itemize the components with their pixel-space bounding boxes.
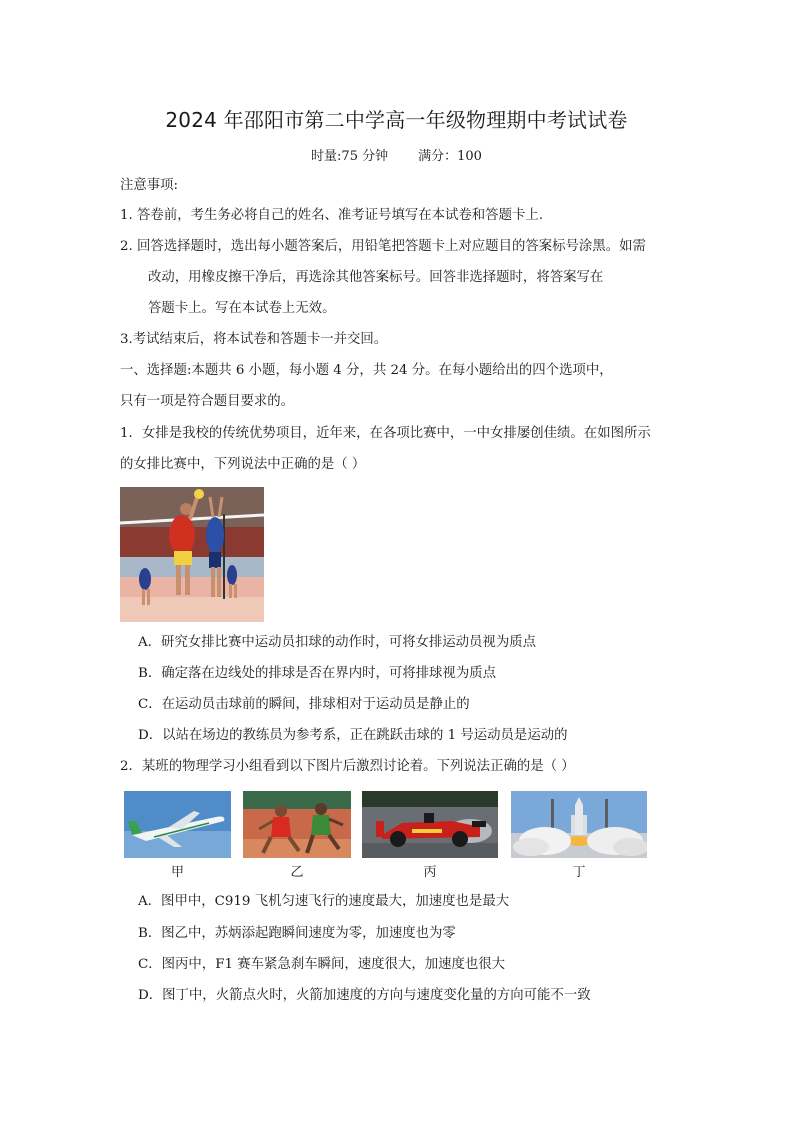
question-1-option-b: B．确定落在边线处的排球是否在界内时，可将排球视为质点	[138, 666, 496, 681]
notice-item-2-line-1: 2. 回答选择题时，选出每小题答案后，用铅笔把答题卡上对应题目的答案标号涂黑。如需	[120, 239, 646, 254]
caption-bing: 丙	[423, 865, 437, 880]
notice-item-2-line-2: 改动，用橡皮擦干净后，再选涂其他答案标号。回答非选择题时，将答案写在	[148, 270, 604, 285]
notice-item-2-line-3: 答题卡上。写在本试卷上无效。	[148, 301, 336, 316]
question-2-option-a: A．图甲中，C919 飞机匀速飞行的速度最大，加速度也是最大	[138, 894, 510, 909]
exam-meta	[0, 145, 793, 164]
time-limit: 时量:75 分钟	[311, 149, 389, 164]
caption-jia: 甲	[170, 865, 184, 880]
caption-yi: 乙	[290, 865, 304, 880]
notice-item-1: 1. 答卷前，考生务必将自己的姓名、准考证号填写在本试卷和答题卡上.	[120, 208, 544, 223]
question-2-option-b: B．图乙中，苏炳添起跑瞬间速度为零，加速度也为零	[138, 926, 456, 941]
question-2-option-c: C．图丙中，F1 赛车紧急刹车瞬间，速度很大，加速度也很大	[138, 957, 506, 972]
question-1-stem-line-2: 的女排比赛中，下列说法中正确的是（ ）	[120, 457, 366, 472]
caption-ding: 丁	[572, 865, 586, 880]
notice-item-3: 3.考试结束后，将本试卷和答题卡一并交回。	[120, 332, 388, 347]
question-1-option-d: D．以站在场边的教练员为参考系，正在跳跃击球的 1 号运动员是运动的	[138, 728, 568, 743]
rocket-launch-photo	[511, 791, 647, 858]
question-2-stem: 2．某班的物理学习小组看到以下图片后激烈讨论着。下列说法正确的是（ ）	[120, 759, 575, 774]
sprinters-photo	[243, 791, 351, 858]
question-1-stem-line-1: 1．女排是我校的传统优势项目，近年来，在各项比赛中，一中女排屡创佳绩。在如图所示	[120, 426, 651, 441]
airplane-photo	[124, 791, 231, 858]
question-2-option-d: D．图丁中，火箭点火时，火箭加速度的方向与速度变化量的方向可能不一致	[138, 988, 591, 1003]
full-score: 满分：100	[418, 149, 482, 164]
section-1-line-2: 只有一项是符合题目要求的。	[120, 394, 295, 409]
f1-car-photo	[362, 791, 498, 858]
section-1-line-1: 一、选择题:本题共 6 小题，每小题 4 分，共 24 分。在每小题给出的四个选项中，	[120, 363, 613, 378]
volleyball-photo	[120, 487, 264, 622]
notice-heading: 注意事项:	[120, 178, 179, 193]
question-1-option-a: A．研究女排比赛中运动员扣球的动作时，可将女排运动员视为质点	[138, 635, 536, 650]
page-title: 2024 年邵阳市第二中学高一年级物理期中考试试卷	[165, 108, 628, 132]
question-1-option-c: C．在运动员击球前的瞬间，排球相对于运动员是静止的	[138, 697, 470, 712]
